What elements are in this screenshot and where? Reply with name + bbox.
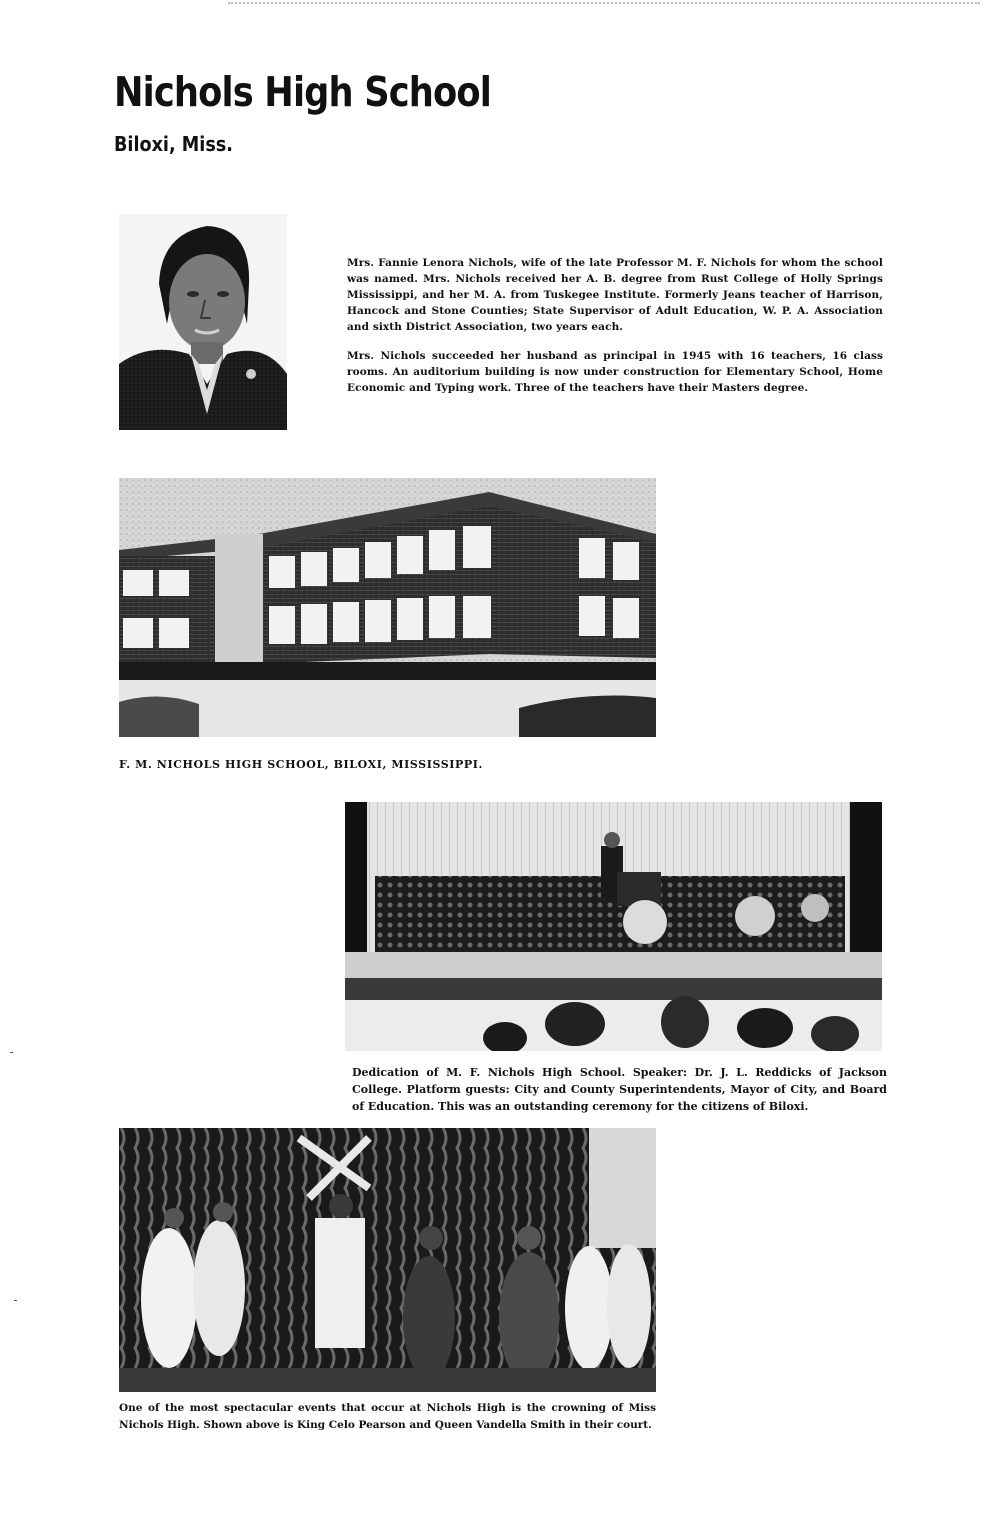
bio-paragraph-2: Mrs. Nichols succeeded her husband as principal in 1945 with 16 teachers, 16 class rooms. An auditorium building is now under construction for Elementary School, Home Economic and Typing work. Three of the teachers have their Masters degree.: [347, 350, 883, 394]
portrait-photo: [119, 214, 287, 430]
crowning-court-photo: [119, 1128, 656, 1392]
top-dotted-rule: [228, 2, 980, 4]
school-building-photo: [119, 478, 656, 737]
dedication-photo-caption: Dedication of M. F. Nichols High School. Speaker: Dr. J. L. Reddicks of Jackson College. Platform guests: City and County Superintendents, Mayor of City, and Board of Education. This was an outstanding ceremony for the citizens of Biloxi.: [352, 1066, 887, 1113]
dedication-ceremony-photo: [345, 802, 882, 1051]
page-title: Nichols High School: [114, 68, 491, 116]
crowning-photo-caption: One of the most spectacular events that occur at Nichols High is the crowning of Miss Nichols High. Shown above is King Celo Pearson and Queen Vandella Smith in their court.: [119, 1402, 656, 1431]
margin-speck: [10, 1052, 13, 1053]
margin-speck: [14, 1300, 17, 1301]
bio-paragraph-1: Mrs. Fannie Lenora Nichols, wife of the late Professor M. F. Nichols for whom the school was named. Mrs. Nichols received her A. B. degree from Rust College of Holly Springs Mississippi, and her M. A. from Tuskegee Institute. Formerly Jeans teacher of Harrison, Hancock and Stone Counties; State Supervisor of Adult Education, W. P. A. Association and sixth District Association, two years each.: [347, 257, 883, 333]
page-subtitle: Biloxi, Miss.: [114, 132, 233, 156]
school-photo-caption: F. M. NICHOLS HIGH SCHOOL, BILOXI, MISSISSIPPI.: [119, 758, 483, 771]
